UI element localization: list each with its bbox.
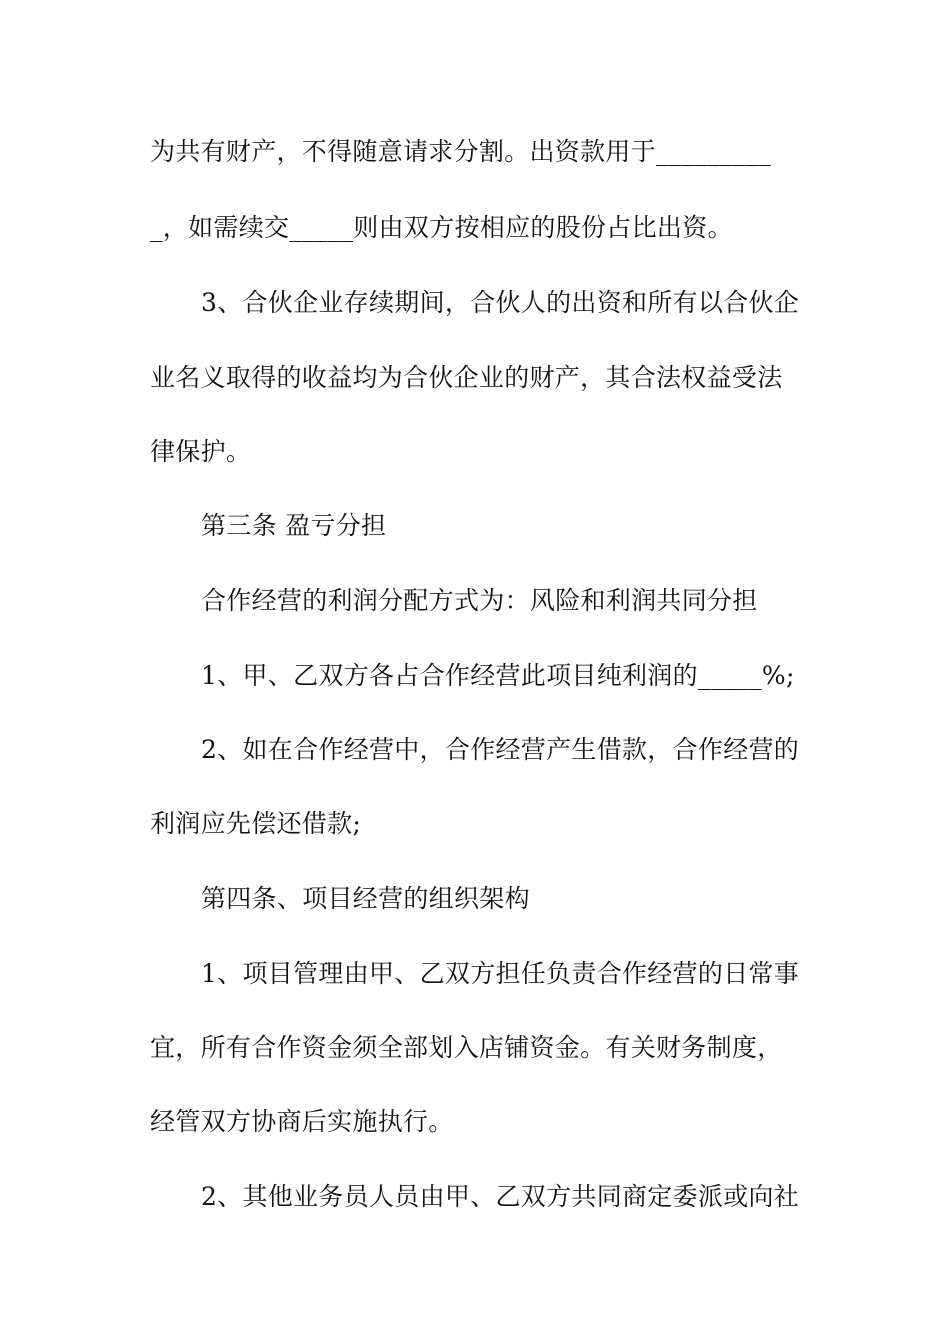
section-heading: 第三条 盈亏分担 bbox=[201, 511, 387, 540]
text-line: 经管双方协商后实施执行。 bbox=[150, 1107, 454, 1136]
section-heading: 第四条、项目经营的组织架构 bbox=[201, 884, 530, 913]
paragraph-start: 2、其他业务员人员由甲、乙双方共同商定委派或向社 bbox=[201, 1182, 800, 1211]
text-line: 利润应先偿还借款; bbox=[150, 809, 362, 838]
paragraph-start: 合作经营的利润分配方式为：风险和利润共同分担 bbox=[201, 586, 758, 615]
text-line: 为共有财产，不得随意请求分割。出资款用于_________ bbox=[150, 137, 772, 166]
text-line: _，如需续交_____则由双方按相应的股份占比出资。 bbox=[150, 213, 733, 242]
paragraph-start: 1、项目管理由甲、乙双方担任负责合作经营的日常事 bbox=[201, 959, 800, 988]
text-line: 律保护。 bbox=[150, 437, 252, 466]
text-line: 宜，所有合作资金须全部划入店铺资金。有关财务制度， bbox=[150, 1033, 783, 1062]
text-line: 业名义取得的收益均为合伙企业的财产，其合法权益受法 bbox=[150, 363, 783, 392]
paragraph-start: 2、如在合作经营中，合作经营产生借款，合作经营的 bbox=[201, 735, 800, 764]
paragraph-start: 1、甲、乙双方各占合作经营此项目纯利润的_____%; bbox=[201, 661, 795, 690]
paragraph-start: 3、合伙企业存续期间，合伙人的出资和所有以合伙企 bbox=[201, 288, 800, 317]
